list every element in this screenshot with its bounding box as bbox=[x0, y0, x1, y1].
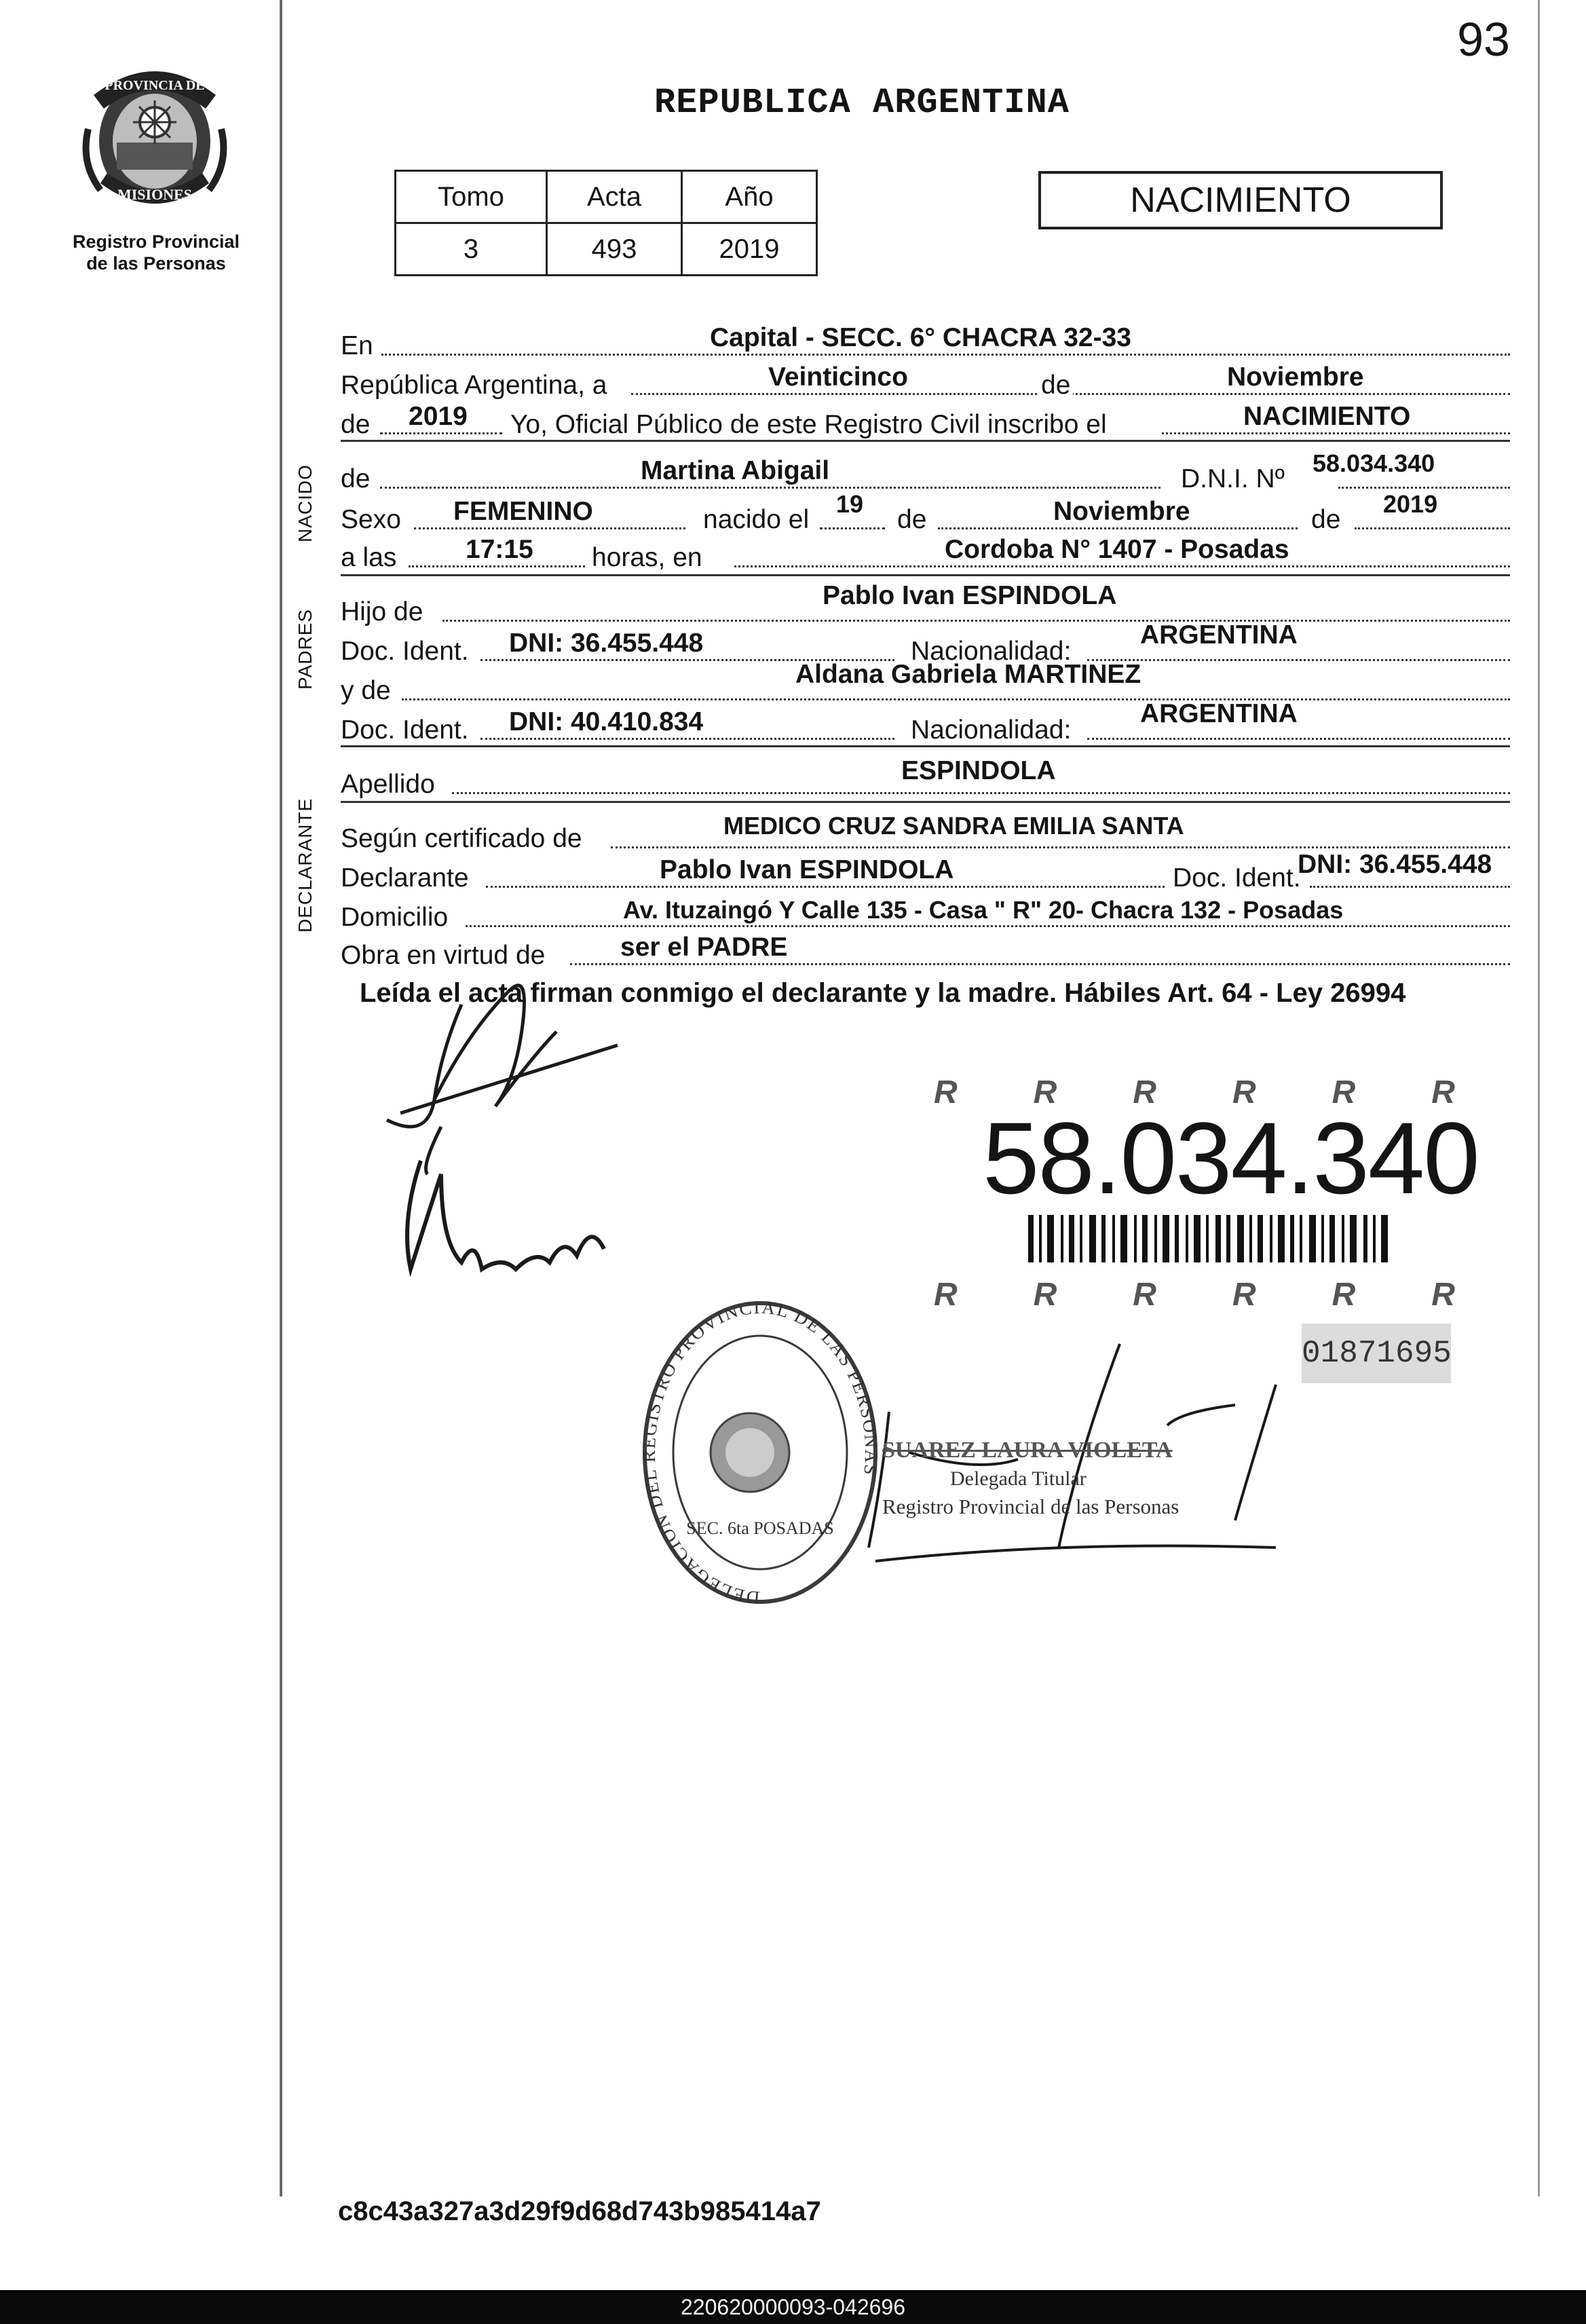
label-declarante: Declarante bbox=[341, 863, 469, 893]
row-certificado bbox=[341, 814, 1510, 852]
section-divider bbox=[341, 745, 1510, 747]
logo-caption-line-1: Registro Provincial bbox=[72, 231, 240, 252]
value-padre: Pablo Ivan ESPINDOLA bbox=[823, 581, 1117, 610]
label-doc-ident-declarante: Doc. Ident. bbox=[1173, 863, 1301, 893]
right-margin-rule bbox=[1538, 0, 1540, 2196]
closing-note: Leída el acta firman conmigo el declarante y la madre. Hábiles Art. 64 - Ley 26994 bbox=[360, 978, 1406, 1008]
register-header-acta: Acta bbox=[547, 171, 682, 223]
footer-code: 220620000093-042696 bbox=[0, 2290, 1586, 2324]
watermark-r-icon: R bbox=[1332, 1074, 1356, 1110]
document-hash: c8c43a327a3d29f9d68d743b985414a7 bbox=[338, 2196, 821, 2226]
label-yo-oficial: Yo, Oficial Público de este Registro Civil inscribo el bbox=[510, 410, 1107, 439]
row-tipo-inscripcion bbox=[341, 400, 1510, 438]
value-lugar-nacimiento: Cordoba N° 1407 - Posadas bbox=[945, 535, 1289, 564]
value-nombre: Martina Abigail bbox=[641, 456, 830, 485]
label-horas-en: horas, en bbox=[592, 543, 702, 572]
value-mes-inscripcion: Noviembre bbox=[1227, 362, 1364, 392]
row-fecha-inscripcion bbox=[341, 361, 1510, 399]
label-segun-certificado: Según certificado de bbox=[341, 824, 582, 853]
value-madre-doc: DNI: 40.410.834 bbox=[509, 707, 704, 736]
value-anio-nacimiento: 2019 bbox=[1383, 490, 1438, 518]
watermark-r-icon: R bbox=[933, 1277, 958, 1313]
watermark-r-icon: R bbox=[1033, 1074, 1057, 1110]
row-sexo-fecha bbox=[341, 490, 1510, 534]
record-type-box: NACIMIENTO bbox=[1038, 171, 1443, 229]
label-apellido: Apellido bbox=[341, 770, 435, 799]
left-margin-rule bbox=[280, 0, 282, 2196]
value-lugar: Capital - SECC. 6° CHACRA 32-33 bbox=[710, 323, 1131, 352]
value-hora: 17:15 bbox=[466, 535, 533, 564]
value-domicilio: Av. Ituzaingó Y Calle 135 - Casa " R" 20- Chacra 132 - Posadas bbox=[623, 896, 1344, 924]
section-divider bbox=[341, 801, 1510, 803]
value-declarante-doc: DNI: 36.455.448 bbox=[1298, 850, 1492, 879]
value-padre-nacionalidad: ARGENTINA bbox=[1140, 620, 1298, 650]
row-padre bbox=[341, 581, 1510, 626]
official-organization: Registro Provincial de las Personas bbox=[882, 1495, 1179, 1518]
page-number: 93 bbox=[1457, 13, 1510, 66]
row-nombre bbox=[341, 449, 1510, 493]
row-lugar bbox=[341, 322, 1510, 360]
register-table bbox=[394, 170, 818, 276]
label-nacido-el: nacido el bbox=[703, 505, 810, 534]
row-declarante bbox=[341, 850, 1510, 893]
label-nacionalidad-padre: Nacionalidad: bbox=[911, 637, 1072, 666]
watermark-r-icon: R bbox=[1133, 1277, 1156, 1313]
value-sexo: FEMENINO bbox=[453, 497, 593, 526]
svg-text:PROVINCIA DE: PROVINCIA DE bbox=[105, 78, 205, 93]
register-header-anio: Año bbox=[682, 171, 817, 223]
row-domicilio bbox=[341, 893, 1510, 931]
value-mes-nacimiento: Noviembre bbox=[1053, 497, 1190, 526]
watermark-r-icon: R bbox=[1133, 1074, 1156, 1110]
watermark-r-icon: R bbox=[1232, 1277, 1256, 1313]
side-label-nacido: NACIDO bbox=[295, 464, 316, 542]
side-label-padres: PADRES bbox=[295, 608, 316, 690]
value-tipo: NACIMIENTO bbox=[1243, 402, 1411, 431]
value-dia-nacimiento: 19 bbox=[836, 490, 864, 518]
label-y-de: y de bbox=[341, 676, 391, 705]
watermark-r-icon: R bbox=[1033, 1277, 1057, 1313]
side-label-declarante: DECLARANTE bbox=[295, 798, 316, 933]
row-apellido bbox=[341, 756, 1510, 799]
logo-caption bbox=[41, 231, 271, 274]
watermark-r-icon: R bbox=[933, 1074, 958, 1110]
document-title: REPUBLICA ARGENTINA bbox=[654, 83, 1070, 123]
label-de: de bbox=[1038, 371, 1073, 400]
logo-caption-line-2: de las Personas bbox=[86, 253, 226, 274]
label-doc-ident-madre: Doc. Ident. bbox=[341, 715, 469, 745]
control-code-sticker: 01871695 bbox=[1302, 1324, 1451, 1383]
register-value-anio: 2019 bbox=[682, 223, 817, 276]
dni-sticker-number: 58.034.340 bbox=[983, 1101, 1479, 1215]
register-header-tomo: Tomo bbox=[396, 171, 547, 223]
label-de-mes: de bbox=[897, 505, 927, 534]
label-de-anio: de bbox=[341, 410, 371, 439]
value-declarante: Pablo Ivan ESPINDOLA bbox=[660, 855, 954, 884]
watermark-r-icon: R bbox=[1332, 1277, 1356, 1313]
label-domicilio: Domicilio bbox=[341, 903, 449, 932]
declarant-signature bbox=[360, 950, 645, 1303]
official-role: Delegada Titular bbox=[950, 1467, 1087, 1490]
value-apellido: ESPINDOLA bbox=[901, 756, 1056, 785]
label-republica: República Argentina, a bbox=[341, 371, 607, 400]
seal-ring-text: DELEGACION DEL REGISTRO PROVINCIAL DE LAS PERSONAS bbox=[638, 1296, 882, 1609]
value-anio-inscripcion: 2019 bbox=[409, 402, 468, 431]
label-sexo: Sexo bbox=[341, 505, 401, 534]
official-name: SUAREZ LAURA VIOLETA bbox=[882, 1438, 1173, 1463]
label-nacionalidad-madre: Nacionalidad: bbox=[911, 715, 1072, 745]
label-de-nombre: de bbox=[341, 464, 371, 493]
label-a-las: a las bbox=[341, 543, 397, 572]
label-doc-ident-padre: Doc. Ident. bbox=[341, 637, 469, 666]
row-madre-doc bbox=[341, 699, 1510, 745]
label-hijo-de: Hijo de bbox=[341, 597, 423, 626]
label-de-anio-nac: de bbox=[1311, 505, 1341, 534]
misiones-coat-of-arms-logo bbox=[73, 54, 236, 217]
value-obra: ser el PADRE bbox=[620, 933, 788, 962]
row-madre bbox=[341, 660, 1510, 705]
label-obra-en-virtud: Obra en virtud de bbox=[341, 941, 546, 970]
dni-barcode bbox=[1028, 1215, 1395, 1262]
watermark-r-icon: R bbox=[1431, 1074, 1455, 1110]
watermark-r-icon: R bbox=[1232, 1074, 1256, 1110]
section-divider bbox=[341, 440, 1510, 442]
seal-center-text: SEC. 6ta POSADAS bbox=[686, 1518, 834, 1538]
row-hora-lugar bbox=[341, 533, 1510, 571]
value-certificado: MEDICO CRUZ SANDRA EMILIA SANTA bbox=[723, 812, 1184, 840]
section-divider bbox=[341, 574, 1510, 576]
value-dia-inscripcion: Veinticinco bbox=[768, 362, 908, 392]
value-padre-doc: DNI: 36.455.448 bbox=[509, 629, 704, 658]
value-madre-nacionalidad: ARGENTINA bbox=[1140, 699, 1298, 728]
watermark-r-icon: R bbox=[1431, 1277, 1455, 1313]
value-dni: 58.034.340 bbox=[1313, 449, 1435, 477]
value-madre: Aldana Gabriela MARTINEZ bbox=[795, 660, 1141, 689]
registry-seal-stamp bbox=[638, 1296, 882, 1615]
register-value-acta: 493 bbox=[547, 223, 682, 276]
register-value-tomo: 3 bbox=[396, 223, 547, 276]
label-dni: D.N.I. Nº bbox=[1181, 464, 1285, 493]
label-en: En bbox=[341, 331, 373, 360]
svg-text:MISIONES: MISIONES bbox=[117, 186, 193, 203]
dni-sticker-watermark-row-bottom bbox=[896, 1276, 1493, 1314]
